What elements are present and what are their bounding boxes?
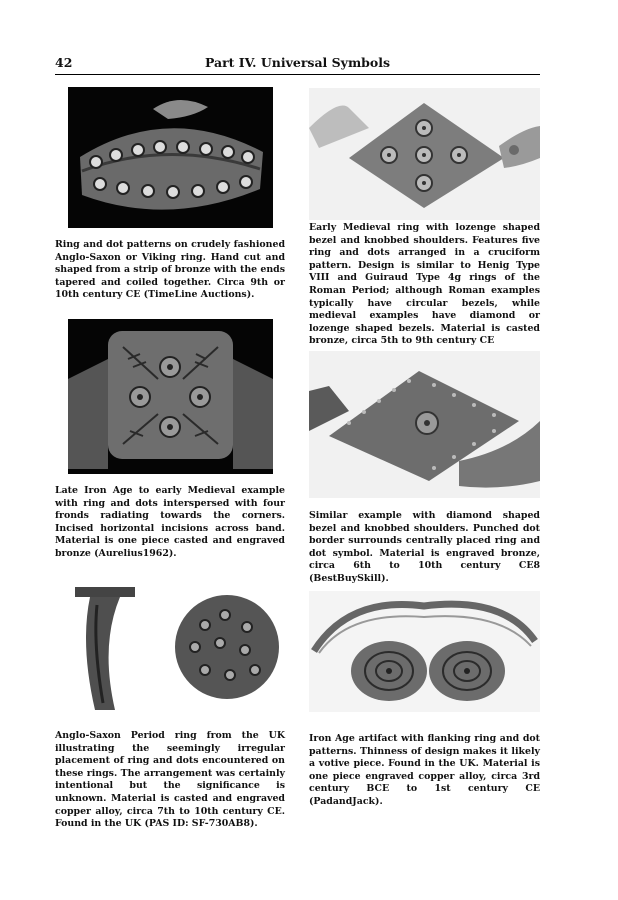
- photo-ring-anglo-saxon: [55, 585, 287, 713]
- page-header: [55, 54, 540, 75]
- caption-6: Iron Age artifact with flanking ring and dot patterns. Thinness of design makes it likely a votive piece. Found in the UK. Material is one piece engraved copper alloy, circa 3rd century BCE to 1st century CE (PadandJack).: [309, 733, 540, 807]
- page-number: 42: [55, 55, 73, 70]
- running-title: Part IV. Universal Symbols: [204, 55, 391, 70]
- caption-1: Ring and dot patterns on crudely fashioned Anglo-Saxon or Viking ring. Hand cut and shaped from a strip of bronze with the ends tapered and coiled together. Circa 9th or 10th century CE (TimeLine Auctions).: [55, 239, 285, 301]
- photo-ring-diamond: [309, 351, 540, 498]
- caption-5: Anglo-Saxon Period ring from the UK illustrating the seemingly irregular placement of ring and dots encountered on these rings. The arrangement was certainly intentional but the significance is unknown. Material is casted and engraved copper alloy, circa 7th to 10th century CE. Found in the UK (PAS ID: SF-730AB8).: [55, 730, 285, 830]
- caption-3: Late Iron Age to early Medieval example with ring and dots interspersed with four fronds radiating towards the corners. Incised horizontal incisions across band. Material is one piece casted and engraved bronze (Aurelius1962).: [55, 485, 285, 559]
- photo-ring-fronds: [68, 319, 273, 474]
- photo-ring-banded: [68, 87, 273, 228]
- caption-2: Early Medieval ring with lozenge shaped bezel and knobbed shoulders. Features five ring and dots arranged in a cruciform pattern. Design is similar to Henig Type VIII and Guiraud Type 4g rings of the Roman Period; although Roman examples typically have circular bezels, while medieval examples have diamond or lozenge shaped bezels. Material is casted bronze, circa 5th to 9th century CE: [309, 222, 540, 347]
- photo-ring-lozenge: [309, 88, 540, 220]
- photo-ring-flanking: [309, 591, 540, 712]
- caption-4: Similar example with diamond shaped bezel and knobbed shoulders. Punched dot border surrounds centrally placed ring and dot symbol. Material is engraved bronze, circa 6th to 10th century CE8 (BestBuySkill).: [309, 510, 540, 584]
